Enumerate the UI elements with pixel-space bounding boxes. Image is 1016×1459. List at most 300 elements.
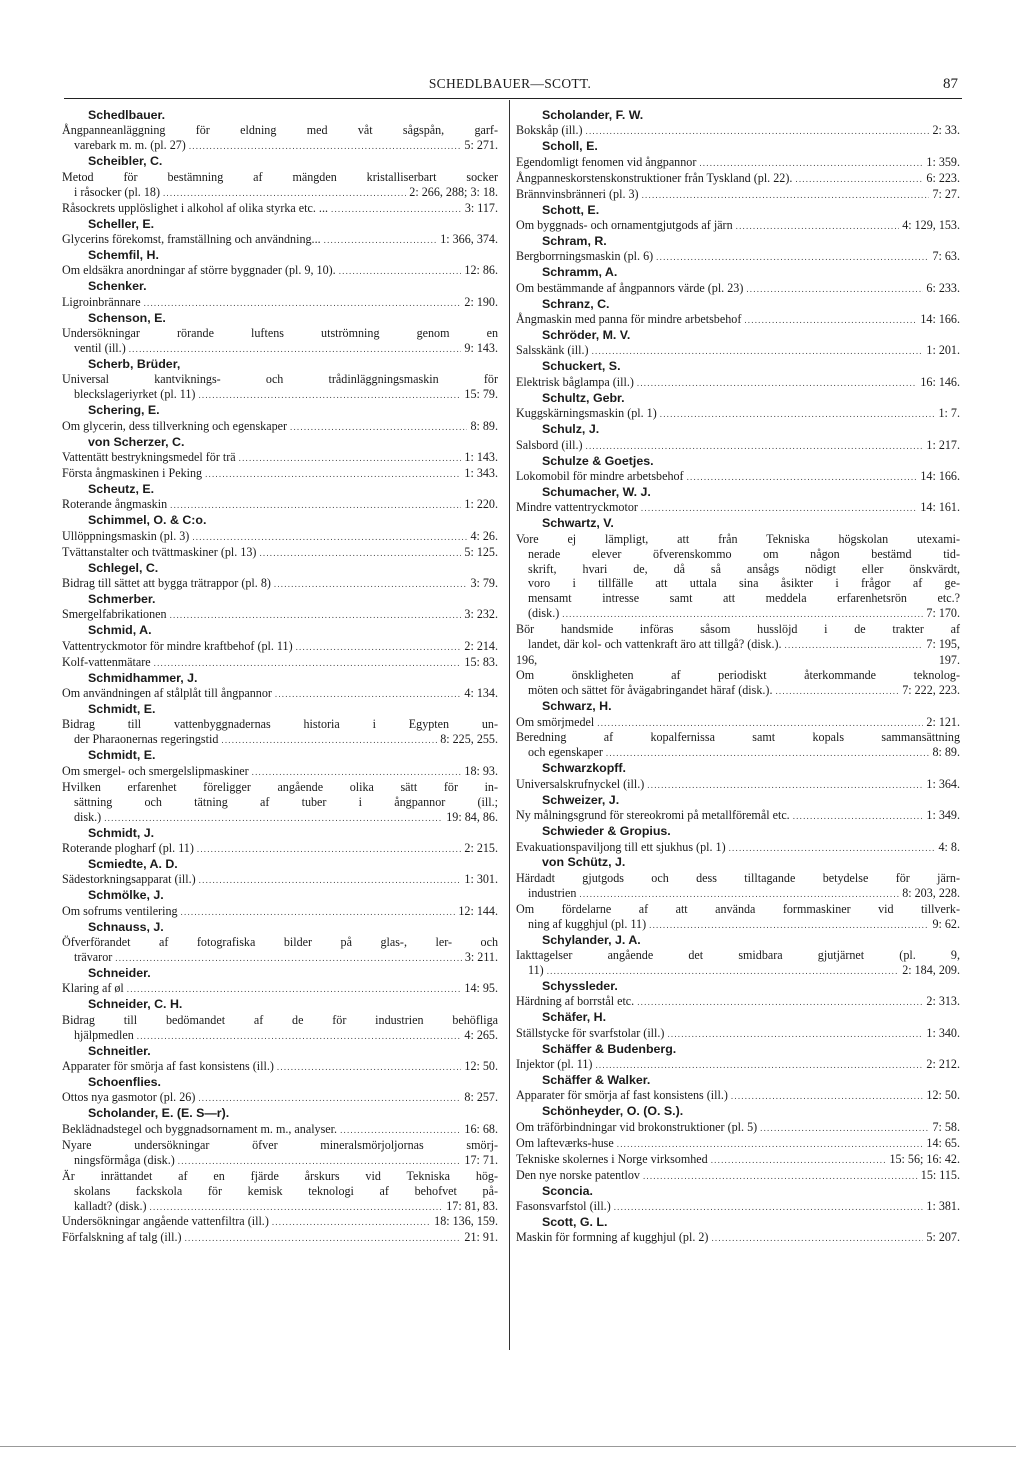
entry-title-line — [62, 185, 498, 201]
dot-leader — [115, 951, 462, 966]
dot-leader — [729, 841, 936, 856]
entry-title-text: Fasonsvarfstol (ill.) — [516, 1199, 611, 1214]
entry-title-text: Klaring af øl — [62, 981, 124, 996]
entry-title-line — [62, 201, 498, 217]
entry-title-text: Om eldsäkra anordningar af större byggnader (pl. 9, 10). — [62, 263, 336, 278]
dot-leader — [597, 716, 923, 731]
index-entry — [516, 933, 960, 979]
entry-title-text: Mindre vattentryckmotor — [516, 500, 638, 515]
entry-title-line — [516, 963, 960, 979]
dot-leader — [649, 918, 929, 933]
index-entry — [62, 671, 498, 702]
entry-title-line: Nyare undersökningar öfver mineralsmörjoljornas smörj- — [62, 1137, 498, 1152]
entry-title-line — [62, 1214, 498, 1230]
entry-title-text: Undersökningar angående vattenfiltra (ill.) — [62, 1214, 269, 1229]
volume-page-ref: 17: 81, 83. — [446, 1198, 498, 1213]
index-entry — [516, 761, 960, 792]
entry-title-line — [62, 810, 498, 826]
dot-leader — [711, 1153, 887, 1168]
index-entry — [62, 1044, 498, 1075]
entry-author: Schweizer, J. — [542, 792, 620, 807]
dot-leader — [711, 1231, 923, 1246]
index-entry — [62, 826, 498, 857]
volume-page-ref: 21: 91. — [464, 1230, 498, 1245]
entry-title-line: Om önskligheten af periodiskt återkommande teknolog- — [516, 668, 960, 683]
volume-page-ref: 2: 266, 288; 3: 18. — [409, 184, 498, 199]
entry-author: Schneitler. — [88, 1043, 151, 1058]
entry-title-line: sättning och tätning af tuber i ångpannor (ill.; — [74, 794, 498, 809]
dot-leader — [795, 172, 923, 187]
entry-title-line: Öfverförandet af fotografiska bilder på glas-, ler- och — [62, 935, 498, 950]
dot-leader — [181, 905, 456, 920]
entry-title-line — [516, 123, 960, 139]
entry-title-line — [62, 545, 498, 561]
entry-title-text: Bokskåp (ill.) — [516, 123, 583, 138]
dot-leader — [170, 608, 462, 623]
index-entry — [516, 485, 960, 516]
entry-title-text: Om glycerin, dess tillverkning och egenskaper — [62, 418, 288, 433]
entry-title-line — [62, 904, 498, 920]
entry-title-text: bleckslageriyrket (pl. 11) — [74, 387, 196, 402]
entry-author: Schuckert, S. — [542, 359, 621, 374]
index-entry — [516, 391, 960, 422]
entry-title-text: varebark m. m. (pl. 27) — [74, 138, 186, 153]
entry-title-text: Ullöppningsmaskin (pl. 3) — [62, 528, 190, 543]
dot-leader — [760, 1121, 929, 1136]
entry-author: von Scherzer, C. — [88, 434, 185, 449]
dot-leader — [331, 202, 462, 217]
entry-title-line — [516, 1168, 960, 1184]
index-entry — [62, 108, 498, 154]
entry-author: Schnauss, J. — [88, 919, 164, 934]
entry-author: Schulze & Goetjes. — [542, 453, 654, 468]
volume-page-ref: 7: 170. — [926, 606, 960, 621]
volume-page-ref: 4: 8. — [938, 839, 960, 854]
entry-title-text: Om användningen af stålplåt till ångpannor — [62, 686, 272, 701]
entry-author: Schmidt, J. — [88, 825, 155, 840]
volume-page-ref: 12: 50. — [464, 1059, 498, 1074]
entry-title-text: Salsskänk (ill.) — [516, 343, 589, 358]
entry-title-line: Hvilken erfarenhet föreligger angående olika sätt för in- — [62, 779, 498, 794]
entry-title-text: Råsockrets upplöslighet i alkohol af olika styrka etc. ... — [62, 200, 329, 215]
dot-leader — [239, 451, 462, 466]
entry-title-text: Injektor (pl. 11) — [516, 1057, 593, 1072]
volume-page-ref: 2: 215. — [464, 840, 498, 855]
volume-page-ref: 2: 212. — [926, 1057, 960, 1072]
entry-title-text: Om smergel- och smergelslipmaskiner — [62, 763, 249, 778]
index-entry — [516, 422, 960, 453]
entry-title-text: Ottos nya gasmotor (pl. 26) — [62, 1090, 196, 1105]
dot-leader — [277, 1060, 461, 1075]
entry-title-line — [516, 469, 960, 485]
volume-page-ref: 1: 381. — [926, 1199, 960, 1214]
entry-title-text: Roterande plogharf (pl. 11) — [62, 840, 194, 855]
index-entry — [516, 824, 960, 855]
entry-title-text: möten och sättet för åvägabringandet häraf (disk.). — [528, 683, 773, 698]
entry-title-line — [62, 1153, 498, 1169]
entry-title-line — [516, 994, 960, 1010]
entry-title-text: Ställstycke för svarfstolar (ill.) — [516, 1025, 665, 1040]
dot-leader — [775, 684, 899, 699]
dot-leader — [595, 1058, 923, 1073]
entry-title-line: Iakttagelser angående det smidbara gjutjärnet (pl. 9, — [516, 948, 960, 963]
entry-title-line — [516, 438, 960, 454]
entry-title-line: Härdadt gjutgods och dess tilltagande betydelse för järn- — [516, 870, 960, 885]
column-divider — [509, 100, 510, 1350]
entry-title-line: Ångpanneanläggning för eldning med våt sågspån, garf- — [62, 123, 498, 138]
index-entry — [62, 748, 498, 825]
entry-author: Scott, G. L. — [542, 1215, 608, 1229]
volume-page-ref: 3: 117. — [464, 200, 498, 215]
entry-title-text: Härdning af borrstål etc. — [516, 994, 635, 1009]
volume-page-ref: 8: 89. — [470, 418, 498, 433]
index-entry — [516, 699, 960, 761]
entry-title-text: hjälpmedlen — [74, 1027, 134, 1042]
dot-leader — [647, 778, 923, 793]
index-entry — [516, 1010, 960, 1041]
header-rule — [64, 98, 962, 99]
entry-author: Schulz, J. — [542, 422, 600, 437]
entry-author: Schröder, M. V. — [542, 328, 631, 343]
entry-title-line — [62, 263, 498, 279]
entry-title-line — [516, 281, 960, 297]
volume-page-ref: 4: 265. — [464, 1027, 498, 1042]
volume-page-ref: 2: 184, 209. — [902, 963, 960, 978]
entry-title-line — [516, 1026, 960, 1042]
index-entry — [516, 108, 960, 139]
volume-page-ref: 8: 257. — [464, 1090, 498, 1105]
volume-page-ref: 12: 86. — [464, 263, 498, 278]
index-entry — [516, 1184, 960, 1215]
dot-leader — [637, 995, 923, 1010]
volume-page-ref: 15: 79. — [464, 387, 498, 402]
entry-title-line: voro i tillfälle att uttala sina åsikter i frågor af ge- — [528, 576, 960, 591]
entry-title-line — [516, 312, 960, 328]
entry-title-text: Kuggskärningsmaskin (pl. 1) — [516, 406, 657, 421]
entry-title-line — [516, 155, 960, 171]
index-entry — [62, 561, 498, 592]
entry-title-line: mensamt intresse samt att meddela erfarenhetsrön etc.? — [528, 591, 960, 606]
entry-title-text: Om sofrums ventilering — [62, 903, 178, 918]
entry-author: Schenson, E. — [88, 310, 166, 325]
entry-author: Schemfil, H. — [88, 247, 159, 262]
dot-leader — [785, 638, 924, 653]
entry-title-line — [516, 1120, 960, 1136]
volume-page-ref: 14: 161. — [920, 500, 960, 515]
entry-title-line — [62, 841, 498, 857]
dot-leader — [637, 376, 917, 391]
entry-title-line — [62, 576, 498, 592]
volume-page-ref: 1: 301. — [464, 872, 498, 887]
entry-title-text: der Pharaonernas regeringstid — [74, 732, 219, 747]
index-entry — [516, 979, 960, 1010]
dot-leader — [641, 501, 917, 516]
dot-leader — [272, 1215, 431, 1230]
entry-author: Schering, E. — [88, 403, 160, 418]
index-entry — [516, 855, 960, 932]
dot-leader — [178, 1154, 462, 1169]
dot-leader — [744, 313, 917, 328]
entry-author: Schmidt, E. — [88, 748, 156, 763]
dot-leader — [127, 982, 462, 997]
dot-leader — [793, 809, 924, 824]
page-bottom-edge — [0, 1446, 1016, 1447]
index-entry — [516, 1215, 960, 1246]
entry-title-line — [62, 529, 498, 545]
dot-leader — [259, 546, 461, 561]
entry-title-line — [516, 1230, 960, 1246]
entry-title-line — [62, 232, 498, 248]
index-entry — [62, 435, 498, 482]
volume-page-ref: 1: 349. — [926, 808, 960, 823]
entry-author: Scholl, E. — [542, 139, 598, 154]
dot-leader — [198, 1091, 461, 1106]
volume-page-ref: 4: 134. — [464, 686, 498, 701]
entry-title-text: Maskin för formning af kugghjul (pl. 2) — [516, 1230, 709, 1245]
entry-title-line — [516, 1152, 960, 1168]
entry-title-text: Ångpanneskorstenskonstruktioner från Tyskland (pl. 22). — [516, 170, 793, 185]
dot-leader — [617, 1137, 924, 1152]
dot-leader — [731, 1089, 923, 1104]
entry-author: Schyssleder. — [542, 978, 618, 993]
index-entry — [62, 888, 498, 919]
entry-title-line — [62, 419, 498, 435]
entry-title-text: disk.) — [74, 809, 102, 824]
entry-title-line — [62, 138, 498, 154]
index-entry — [62, 702, 498, 748]
entry-title-line — [62, 450, 498, 466]
entry-title-line — [516, 808, 960, 824]
index-entry — [516, 234, 960, 265]
entry-title-text: Om byggnads- och ornamentgjutgods af järn — [516, 218, 733, 233]
dot-leader — [746, 282, 923, 297]
entry-title-line: Vore ej lämpligt, att från Tekniska högskolan utexami- — [516, 531, 960, 546]
entry-title-line — [62, 981, 498, 997]
volume-page-ref: 7: 63. — [932, 249, 960, 264]
entry-title-line — [62, 387, 498, 403]
volume-page-ref: 2: 33. — [932, 123, 960, 138]
volume-page-ref: 12: 50. — [926, 1088, 960, 1103]
volume-page-ref: 4: 129, 153. — [902, 218, 960, 233]
entry-title-line — [62, 1230, 498, 1246]
entry-title-text: Universalskrufnyckel (ill.) — [516, 776, 645, 791]
entry-title-line — [516, 1088, 960, 1104]
index-entry — [516, 1073, 960, 1104]
volume-page-ref: 1: 343. — [464, 466, 498, 480]
dot-leader — [275, 687, 461, 702]
dot-leader — [189, 139, 462, 154]
dot-leader — [579, 887, 899, 902]
dot-leader — [274, 577, 468, 592]
volume-page-ref-continued: 196, 197. — [516, 653, 960, 668]
entry-title-text: Vattentätt bestrykningsmedel för trä — [62, 450, 236, 465]
volume-page-ref: 2: 190. — [464, 294, 498, 309]
entry-title-text: Salsbord (ill.) — [516, 437, 583, 452]
volume-page-ref: 15: 115. — [920, 1167, 960, 1182]
entry-title-line — [516, 637, 960, 653]
entry-title-text: Om bestämmande af ångpannors värde (pl. 23) — [516, 280, 744, 295]
entry-title-line: Metod för bestämning af mängden kristalliserbart socker — [62, 169, 498, 184]
entry-author: Scheller, E. — [88, 216, 155, 231]
entry-title-line: Undersökningar rörande luftens utströmning genom en — [62, 326, 498, 341]
volume-page-ref: 17: 71. — [464, 1152, 498, 1167]
dot-leader — [606, 746, 930, 761]
entry-title-line — [516, 218, 960, 234]
entry-title-line — [516, 500, 960, 516]
entry-title-line — [62, 295, 498, 311]
volume-page-ref: 2: 313. — [926, 994, 960, 1009]
entry-author: Schmerber. — [88, 591, 156, 606]
volume-page-ref: 5: 271. — [464, 138, 498, 153]
index-entry — [516, 265, 960, 296]
entry-title-text: kalladt? (disk.) — [74, 1198, 147, 1213]
entry-title-text: Glycerins förekomst, framställning och användning... — [62, 231, 321, 246]
entry-title-text: Om lafteværks-huse — [516, 1135, 614, 1150]
index-entry — [516, 1042, 960, 1073]
entry-author: Schylander, J. A. — [542, 932, 641, 947]
entry-title-line — [516, 606, 960, 622]
entry-title-line — [516, 187, 960, 203]
dot-leader — [643, 1169, 918, 1184]
entry-title-text: Sädestorkningsapparat (ill.) — [62, 872, 196, 887]
entry-title-line — [62, 466, 498, 482]
entry-author: Schumacher, W. J. — [542, 484, 651, 499]
entry-author: Scmiedte, A. D. — [88, 856, 178, 871]
entry-author: Sconcia. — [542, 1183, 593, 1198]
entry-author: Scherb, Brüder, — [88, 356, 181, 371]
entry-title-line — [516, 406, 960, 422]
entry-title-text: landet, där kol- och vattenkraft äro att tillgå? (disk.). — [528, 637, 782, 652]
volume-page-ref: 14: 166. — [920, 468, 960, 483]
dot-leader — [614, 1200, 924, 1215]
entry-title-text: Den nye norske patentlov — [516, 1167, 640, 1182]
entry-title-text: Egendomligt fenomen vid ångpannor — [516, 154, 697, 169]
volume-page-ref: 1: 220. — [464, 497, 498, 512]
index-entry — [516, 203, 960, 234]
entry-title-line — [62, 1199, 498, 1215]
index-entry — [62, 311, 498, 357]
volume-page-ref: 4: 26. — [470, 528, 498, 543]
index-entry — [516, 359, 960, 390]
dot-leader — [199, 873, 462, 888]
index-entry — [62, 1106, 498, 1246]
entry-title-line — [62, 764, 498, 780]
volume-page-ref: 3: 232. — [464, 607, 498, 622]
entry-title-text: industrien — [528, 885, 577, 900]
index-entry — [516, 139, 960, 202]
entry-title-text: Ny målningsgrund för stereokromi på metallföremål etc. — [516, 808, 790, 823]
entry-title-text: Tekniske skolernes i Norge virksomhed — [516, 1151, 708, 1166]
index-entry — [62, 217, 498, 248]
dot-leader — [642, 188, 930, 203]
index-entry — [62, 1075, 498, 1106]
volume-page-ref: 7: 222, 223. — [902, 683, 960, 698]
volume-page-ref: 8: 225, 255. — [440, 732, 498, 747]
volume-page-ref: 3: 211. — [464, 949, 498, 964]
volume-page-ref: 2: 121. — [926, 714, 960, 729]
entry-author: Schneider. — [88, 965, 151, 980]
volume-page-ref: 14: 95. — [464, 981, 498, 996]
dot-leader — [562, 607, 923, 622]
index-entry — [516, 516, 960, 699]
entry-title-text: Kolf-vattenmätare — [62, 654, 151, 669]
entry-title-line — [62, 732, 498, 748]
dot-leader — [205, 467, 461, 482]
entry-author: Schönheyder, O. (O. S.). — [542, 1104, 684, 1119]
entry-author: Schäffer & Walker. — [542, 1073, 651, 1088]
volume-page-ref: 8: 89. — [932, 745, 960, 760]
entry-title-text: 11) — [528, 963, 544, 978]
entry-author: Schedlbauer. — [88, 108, 166, 122]
dot-leader — [163, 186, 406, 201]
entry-title-line — [62, 872, 498, 888]
entry-author: Schoenflies. — [88, 1074, 161, 1089]
entry-title-line — [516, 777, 960, 793]
entry-title-line — [62, 1090, 498, 1106]
index-entry — [62, 279, 498, 310]
dot-leader — [339, 264, 462, 279]
dot-leader — [252, 765, 462, 780]
entry-title-line: Är inrättandet af en fjärde årskurs vid Tekniska hög- — [62, 1168, 498, 1183]
index-entry — [516, 297, 960, 328]
entry-title-line — [62, 950, 498, 966]
index-entry — [62, 513, 498, 560]
dot-leader — [137, 1029, 462, 1044]
volume-page-ref: 1: 7. — [938, 406, 960, 421]
entry-title-line — [516, 917, 960, 933]
entry-title-line: Om fördelarne af att använda formmaskiner vid tillverk- — [516, 901, 960, 916]
volume-page-ref: 7: 58. — [932, 1119, 960, 1134]
entry-title-text: Ångmaskin med panna för mindre arbetsbehof — [516, 312, 742, 327]
entry-title-text: Ligroinbrännare — [62, 294, 141, 309]
dot-leader — [150, 1200, 444, 1215]
entry-title-text: ningsförmåga (disk.) — [74, 1152, 175, 1167]
entry-author: Schwieder & Gropius. — [542, 824, 671, 839]
dot-leader — [221, 733, 437, 748]
entry-title-line — [62, 1059, 498, 1075]
entry-title-text: Bidrag till sättet att bygga trätrappor (pl. 8) — [62, 576, 271, 591]
volume-page-ref: 12: 144. — [458, 903, 498, 918]
entry-title-text: Evakuationspaviljong till ett sjukhus (pl. 1) — [516, 839, 726, 854]
entry-title-line — [516, 1136, 960, 1152]
index-entry — [62, 154, 498, 216]
entry-title-line — [516, 343, 960, 359]
dot-leader — [736, 219, 900, 234]
entry-author: Schranz, C. — [542, 296, 610, 311]
entry-title-text: Smergelfabrikationen — [62, 607, 167, 622]
entry-title-text: Roterande ångmaskin — [62, 497, 168, 512]
volume-page-ref: 3: 79. — [470, 576, 498, 591]
entry-title-text: Bergborrningsmaskin (pl. 6) — [516, 249, 654, 264]
entry-title-line — [62, 655, 498, 671]
index-entry — [62, 997, 498, 1043]
index-entry — [62, 357, 498, 403]
index-entry — [516, 793, 960, 824]
entry-author: Schmölke, J. — [88, 888, 164, 903]
entry-title-line — [516, 171, 960, 187]
volume-page-ref: 15: 83. — [464, 654, 498, 669]
volume-page-ref: 8: 203, 228. — [902, 885, 960, 900]
volume-page-ref: 19: 84, 86. — [446, 809, 498, 824]
volume-page-ref: 16: 68. — [464, 1121, 498, 1136]
entry-author: Schwartz, V. — [542, 516, 614, 531]
entry-author: Schmidt, E. — [88, 702, 156, 717]
entry-title-text: Lokomobil för mindre arbetsbehof — [516, 468, 684, 483]
entry-author: Schlegel, C. — [88, 560, 159, 575]
index-entry — [62, 920, 498, 966]
index-entry — [62, 857, 498, 888]
entry-title-line — [62, 1028, 498, 1044]
